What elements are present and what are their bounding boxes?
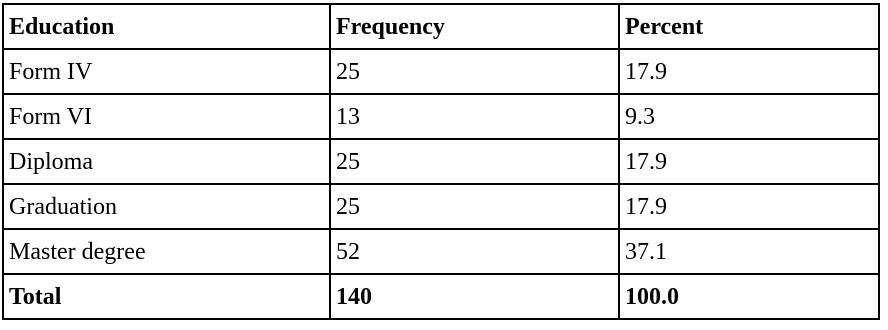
cell-frequency: 25 xyxy=(330,184,619,229)
cell-education: Form IV xyxy=(3,49,330,94)
cell-frequency: 25 xyxy=(330,139,619,184)
cell-percent: 17.9 xyxy=(619,184,879,229)
cell-percent: 17.9 xyxy=(619,49,879,94)
table-row xyxy=(3,184,879,229)
table-total-row xyxy=(3,274,879,319)
cell-percent: 37.1 xyxy=(619,229,879,274)
table-row xyxy=(3,49,879,94)
table-row xyxy=(3,229,879,274)
cell-percent: 9.3 xyxy=(619,94,879,139)
cell-education: Graduation xyxy=(3,184,330,229)
total-frequency: 140 xyxy=(330,274,619,319)
table-row xyxy=(3,139,879,184)
total-label: Total xyxy=(3,274,330,319)
cell-frequency: 25 xyxy=(330,49,619,94)
header-frequency: Frequency xyxy=(330,4,619,49)
table-row xyxy=(3,94,879,139)
cell-education: Diploma xyxy=(3,139,330,184)
header-education: Education xyxy=(3,4,330,49)
table-header-row xyxy=(3,4,879,49)
cell-education: Master degree xyxy=(3,229,330,274)
header-percent: Percent xyxy=(619,4,879,49)
cell-education: Form VI xyxy=(3,94,330,139)
cell-percent: 17.9 xyxy=(619,139,879,184)
cell-frequency: 13 xyxy=(330,94,619,139)
total-percent: 100.0 xyxy=(619,274,879,319)
cell-frequency: 52 xyxy=(330,229,619,274)
education-frequency-table xyxy=(2,3,880,320)
